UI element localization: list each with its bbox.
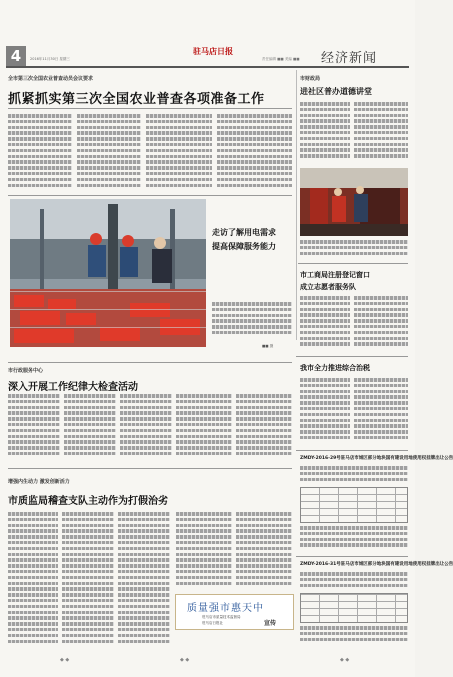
notice-rule-2 bbox=[296, 556, 408, 557]
date-line: 2016年11月30日 星期三 bbox=[30, 57, 70, 61]
photo-rule bbox=[8, 195, 292, 196]
warehouse-photo bbox=[10, 199, 206, 347]
bottom-column-3 bbox=[118, 512, 170, 650]
quality-advertisement bbox=[175, 594, 294, 630]
lead-column-1 bbox=[8, 114, 72, 190]
notice-rule-1 bbox=[296, 450, 408, 451]
middle-rule bbox=[8, 362, 292, 363]
bottom-rule bbox=[8, 468, 292, 469]
photo-caption-text bbox=[212, 302, 292, 342]
power-worker-photo bbox=[300, 168, 408, 236]
notice-2-footer bbox=[300, 626, 408, 650]
masthead-logo: 驻马店日报 bbox=[193, 46, 233, 56]
right-lower-rule bbox=[296, 356, 408, 357]
middle-column-3 bbox=[120, 394, 172, 460]
editor-line: 责任编辑 ■■ 美编 ■■ bbox=[262, 57, 300, 61]
footer-ornament-3: ◆ ◆ bbox=[340, 657, 350, 663]
middle-headline: 深入开展工作纪律大检查活动 bbox=[8, 382, 138, 393]
ad-slogan: 质量强市惠天中 bbox=[187, 603, 264, 614]
ad-sponsor-2: 驻马店日报社 bbox=[202, 621, 223, 625]
footer-ornament-1: ◆ ◆ bbox=[60, 657, 70, 663]
power-photo-caption bbox=[300, 240, 408, 260]
middle-column-4 bbox=[176, 394, 232, 460]
right-lower-column-2 bbox=[354, 378, 408, 444]
section-title: 经济新闻 bbox=[321, 51, 378, 66]
right-mid-rule bbox=[298, 263, 408, 264]
middle-column-5 bbox=[236, 394, 292, 460]
notice-1-title: ZMDY-2016-29号驻马店市城区部分地块国有建设用地使用权挂牌出让公告 bbox=[300, 456, 453, 461]
right-mid-column-2 bbox=[354, 296, 408, 354]
ad-sign: 宣传 bbox=[264, 620, 277, 627]
lead-column-4 bbox=[217, 114, 292, 190]
bottom-column-5 bbox=[236, 512, 292, 590]
right-mid-column-1 bbox=[300, 296, 350, 354]
lead-kicker: 全市第三次全国农业普查动员会议要求 bbox=[8, 76, 94, 82]
lead-headline: 抓紧抓实第三次全国农业普查各项准备工作 bbox=[8, 92, 265, 107]
right-top-headline: 进社区普办道德讲堂 bbox=[300, 87, 372, 96]
page-number: 4 bbox=[6, 46, 26, 66]
column-divider bbox=[296, 70, 297, 340]
bottom-column-2 bbox=[62, 512, 114, 650]
notice-2-text bbox=[300, 572, 408, 590]
lead-column-2 bbox=[77, 114, 141, 190]
right-lower-headline: 我市全力推进综合治税 bbox=[300, 364, 370, 372]
right-top-column-2 bbox=[354, 102, 408, 162]
notice-2-title: ZMDY-2016-31号驻马店市城区部分地块国有建设用地使用权挂牌出让公告 bbox=[300, 562, 453, 567]
right-mid-headline-1: 市工商局注册登记窗口 bbox=[300, 271, 370, 279]
lead-column-3 bbox=[146, 114, 212, 190]
middle-column-1 bbox=[8, 394, 60, 460]
photo-byline: ■■ 摄 bbox=[262, 344, 274, 348]
notice-2-table bbox=[300, 593, 408, 623]
header-rule bbox=[6, 66, 409, 68]
ad-sponsor-1: 驻马店市质量技术监督局 bbox=[202, 615, 241, 619]
bottom-column-1 bbox=[8, 512, 58, 650]
bottom-kicker: 增强内生动力 激发创新活力 bbox=[8, 479, 70, 485]
notice-1-footer bbox=[300, 526, 408, 552]
bottom-column-4 bbox=[176, 512, 232, 590]
footer-ornament-2: ◆ ◆ bbox=[180, 657, 190, 663]
right-lower-column-1 bbox=[300, 378, 350, 444]
bottom-headline: 市质监局稽查支队主动作为打假治劣 bbox=[8, 496, 168, 507]
middle-column-2 bbox=[64, 394, 116, 460]
right-mid-headline-2: 成立志愿者服务队 bbox=[300, 283, 356, 291]
middle-kicker: 市行政服务中心 bbox=[8, 368, 44, 374]
notice-1-table bbox=[300, 487, 408, 523]
right-top-column-1 bbox=[300, 102, 350, 162]
right-top-kicker: 市财政局 bbox=[300, 76, 321, 82]
photo-title-1: 走访了解用电需求 bbox=[212, 227, 276, 237]
photo-title-2: 提高保障服务能力 bbox=[212, 241, 276, 251]
notice-1-text bbox=[300, 466, 408, 484]
lead-rule bbox=[8, 108, 292, 109]
